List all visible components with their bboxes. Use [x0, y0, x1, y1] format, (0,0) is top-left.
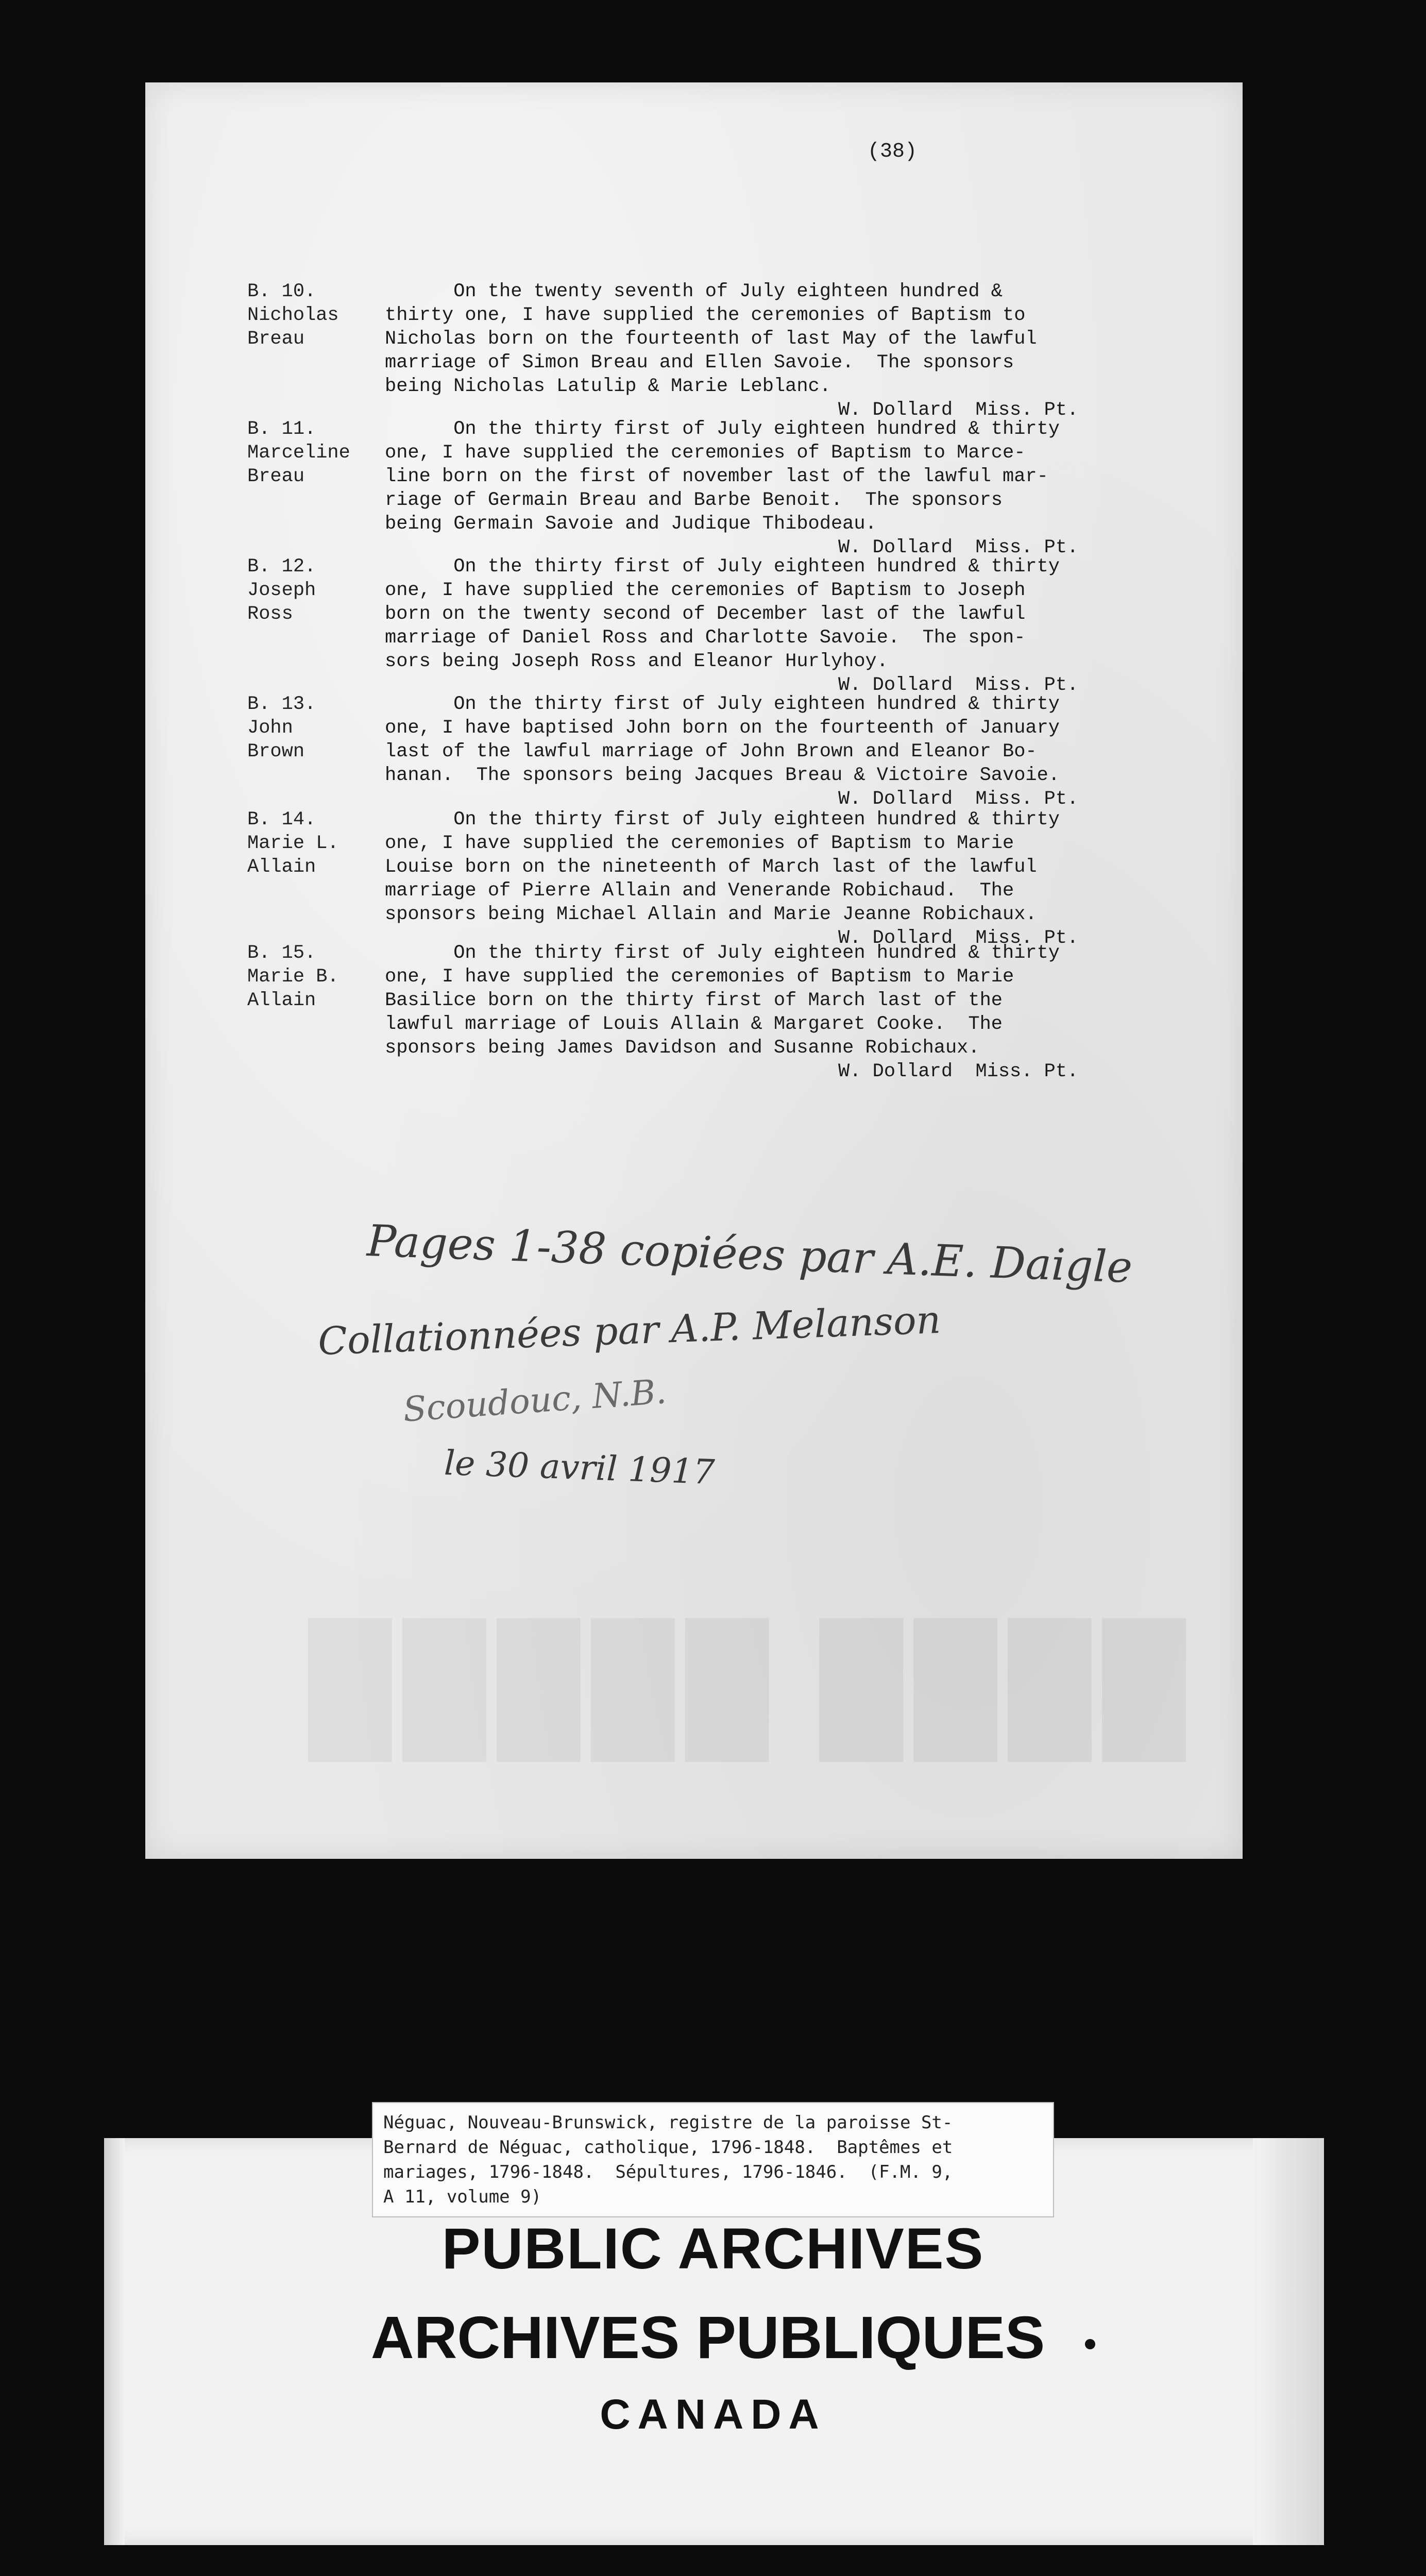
- entry-signature: W. Dollard Miss. Pt.: [838, 788, 1079, 810]
- entry-signature: W. Dollard Miss. Pt.: [838, 674, 1079, 696]
- document-page: [145, 82, 1243, 1859]
- bleed-through-texture: ████ █████: [297, 1620, 1186, 1752]
- entry-signature: W. Dollard Miss. Pt.: [838, 1061, 1079, 1082]
- handwritten-note-line: Scoudouc, N.B.: [401, 1371, 668, 1430]
- archive-label: Néguac, Nouveau-Brunswick, registre de la paroisse St- Bernard de Néguac, catholique, 1796-1848. Baptêmes et mariages, 1796-1848. Sépultures, 1796-1846. (F.M. 9, A 11, volume 9): [372, 2102, 1054, 2217]
- archive-title-french: ARCHIVES PUBLIQUES: [370, 2304, 1045, 2371]
- entry-signature: W. Dollard Miss. Pt.: [838, 927, 1079, 949]
- entry-text: On the thirty first of July eighteen hundred & thirty one, I have supplied the ceremonies of Baptism to Joseph born on the twenty second of December last of the lawful marriage of Daniel Ross and Charlotte Savoie. The spon- sors being Joseph Ross and Eleanor Hurlyhoy.: [385, 556, 1060, 672]
- entry-code: B. 14. Marie L. Allain: [247, 809, 339, 878]
- entry-code: B. 13. John Brown: [247, 693, 316, 762]
- handwritten-note-line: Collationnées par A.P. Melanson: [317, 1297, 942, 1364]
- entry-code: B. 15. Marie B. Allain: [247, 942, 339, 1011]
- entry-text: On the thirty first of July eighteen hundred & thirty one, I have supplied the ceremonies of Baptism to Marce- line born on the first of november last of the lawful mar- riage of Germain Breau and Barbe Benoit. The sponsors being Germain Savoie and Judique Thibodeau.: [385, 418, 1060, 535]
- entry-signature: W. Dollard Miss. Pt.: [838, 537, 1079, 558]
- entry-code: B. 11. Marceline Breau: [247, 418, 350, 487]
- archive-title-english: PUBLIC ARCHIVES: [442, 2216, 984, 2281]
- entry-signature: W. Dollard Miss. Pt.: [838, 399, 1079, 421]
- archive-country: CANADA: [600, 2391, 826, 2438]
- entry-text: On the thirty first of July eighteen hundred & thirty one, I have supplied the ceremonies of Baptism to Marie Louise born on the nineteenth of March last of the lawful marriage of Pierre Allain and Venerande Robichaud. The sponsors being Michael Allain and Marie Jeanne Robichaux.: [385, 809, 1060, 925]
- entry-code: B. 10. Nicholas Breau: [247, 281, 339, 350]
- handwritten-note-line: Pages 1-38 copiées par A.E. Daigle: [366, 1215, 1133, 1293]
- separator-dot: [1085, 2339, 1095, 2349]
- entry-text: On the thirty first of July eighteen hundred & thirty one, I have baptised John born on the fourteenth of January last of the lawful marriage of John Brown and Eleanor Bo- hanan. The sponsors being Jacques Breau & Victoire Savoie.: [385, 693, 1060, 786]
- entry-text: On the twenty seventh of July eighteen hundred & thirty one, I have supplied the ceremonies of Baptism to Nicholas born on the fourteenth of last May of the lawful marriage of Simon Breau and Ellen Savoie. The sponsors being Nicholas Latulip & Marie Leblanc.: [385, 281, 1037, 397]
- page-number: (38): [867, 140, 917, 163]
- handwritten-note-line: le 30 avril 1917: [443, 1443, 716, 1493]
- entry-code: B. 12. Joseph Ross: [247, 556, 316, 625]
- entry-text: On the thirty first of July eighteen hundred & thirty one, I have supplied the ceremonies of Baptism to Marie Basilice born on the thirty first of March last of the lawful marriage of Louis Allain & Margaret Cooke. The sponsors being James Davidson and Susanne Robichaux.: [385, 942, 1060, 1059]
